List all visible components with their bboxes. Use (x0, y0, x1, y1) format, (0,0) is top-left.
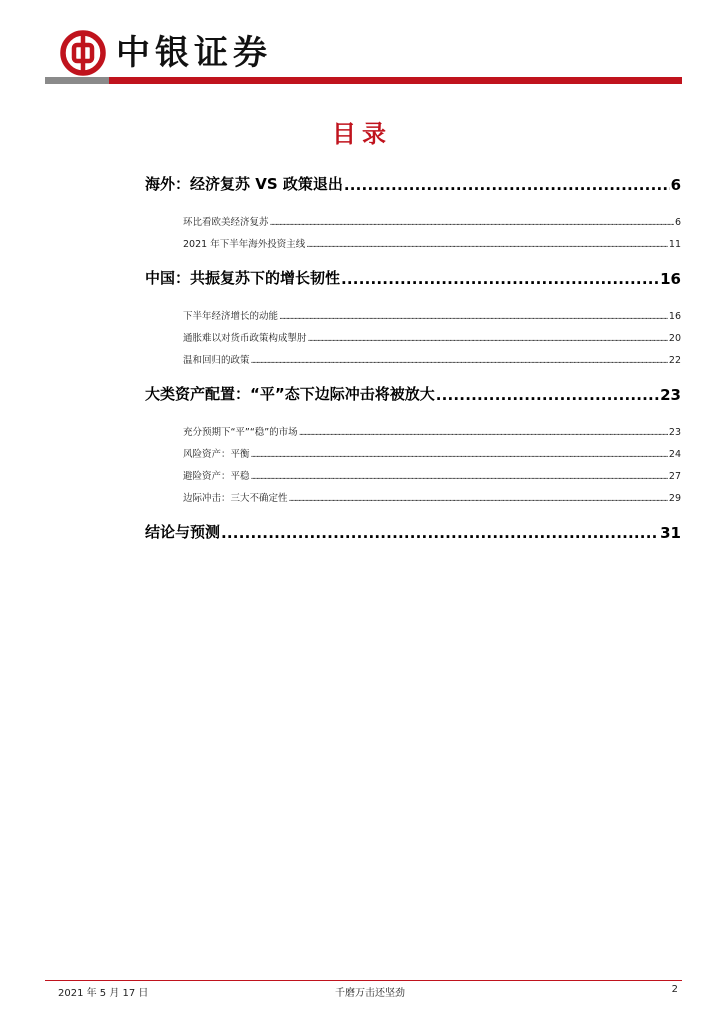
bank-of-china-logo (60, 30, 106, 76)
toc-entry-level2[interactable] (183, 300, 681, 322)
toc-page-number: 31 (660, 524, 681, 542)
toc-page-number: 16 (668, 311, 681, 322)
toc-page-number: 11 (668, 239, 681, 250)
toc-entry-label: 大类资产配置：“平”态下边际冲击将被放大 (145, 385, 435, 403)
toc-entry-label: 通胀难以对货币政策构成掣肘 (183, 333, 307, 344)
toc-page-number: 24 (668, 449, 681, 460)
table-of-contents (145, 170, 681, 556)
toc-page-number: 23 (660, 386, 681, 404)
toc-entry-level1[interactable] (145, 264, 681, 288)
toc-entry-level2[interactable] (183, 206, 681, 228)
dot-leader (344, 176, 670, 194)
dot-leader (299, 426, 668, 438)
dot-leader (251, 448, 668, 460)
toc-entry-level2[interactable] (183, 228, 681, 250)
toc-entry-level2[interactable] (183, 344, 681, 366)
toc-entry-label: 充分预期下“平”“稳”的市场 (183, 427, 298, 438)
toc-page-number: 16 (660, 270, 681, 288)
dot-leader (251, 470, 668, 482)
toc-section (145, 170, 681, 250)
dot-leader (308, 332, 668, 344)
toc-entry-level2[interactable] (183, 322, 681, 344)
toc-page-number: 6 (674, 217, 681, 228)
toc-entry-label: 边际冲击：三大不确定性 (183, 493, 288, 504)
toc-entry-level2[interactable] (183, 460, 681, 482)
toc-section (145, 518, 681, 542)
dot-leader (436, 386, 659, 404)
toc-title: 目录 (332, 120, 392, 148)
dot-leader (251, 354, 668, 366)
toc-entry-label: 海外：经济复苏 VS 政策退出 (145, 175, 343, 193)
toc-entry-level1[interactable] (145, 380, 681, 404)
toc-page-number: 22 (668, 355, 681, 366)
report-date: 2021 年 5 月 17 日 (58, 988, 149, 999)
dot-leader (270, 216, 674, 228)
toc-section (145, 380, 681, 504)
toc-entry-label: 2021 年下半年海外投资主线 (183, 239, 306, 250)
header-divider-red (109, 77, 682, 84)
toc-entry-label: 避险资产：平稳 (183, 471, 250, 482)
toc-entry-label: 下半年经济增长的动能 (183, 311, 279, 322)
toc-entry-level2[interactable] (183, 482, 681, 504)
toc-page-number: 23 (668, 427, 681, 438)
toc-page-number: 27 (668, 471, 681, 482)
toc-entry-label: 温和回归的政策 (183, 355, 250, 366)
report-header (60, 28, 272, 78)
toc-page-number: 20 (668, 333, 681, 344)
toc-entry-label: 风险资产：平衡 (183, 449, 250, 460)
toc-page-number: 29 (668, 493, 681, 504)
dot-leader (221, 524, 659, 542)
toc-entry-level1[interactable] (145, 518, 681, 542)
toc-entry-label: 环比看欧美经济复苏 (183, 217, 269, 228)
footer-slogan: 千磨万击还坚劲 (335, 988, 405, 999)
toc-entry-level2[interactable] (183, 416, 681, 438)
dot-leader (341, 270, 659, 288)
toc-entry-label: 结论与预测 (145, 523, 221, 541)
toc-page-number: 6 (670, 176, 681, 194)
toc-entry-level2[interactable] (183, 438, 681, 460)
footer-page-number: 2 (671, 984, 678, 995)
dot-leader (306, 238, 668, 250)
dot-leader (279, 310, 668, 322)
footer-divider (45, 980, 682, 981)
dot-leader (289, 492, 668, 504)
toc-entry-label: 中国：共振复苏下的增长韧性 (145, 269, 341, 287)
toc-entry-level1[interactable] (145, 170, 681, 194)
brand-name: 中银证券 (116, 33, 272, 73)
header-divider-gray (45, 77, 109, 84)
toc-section (145, 264, 681, 366)
